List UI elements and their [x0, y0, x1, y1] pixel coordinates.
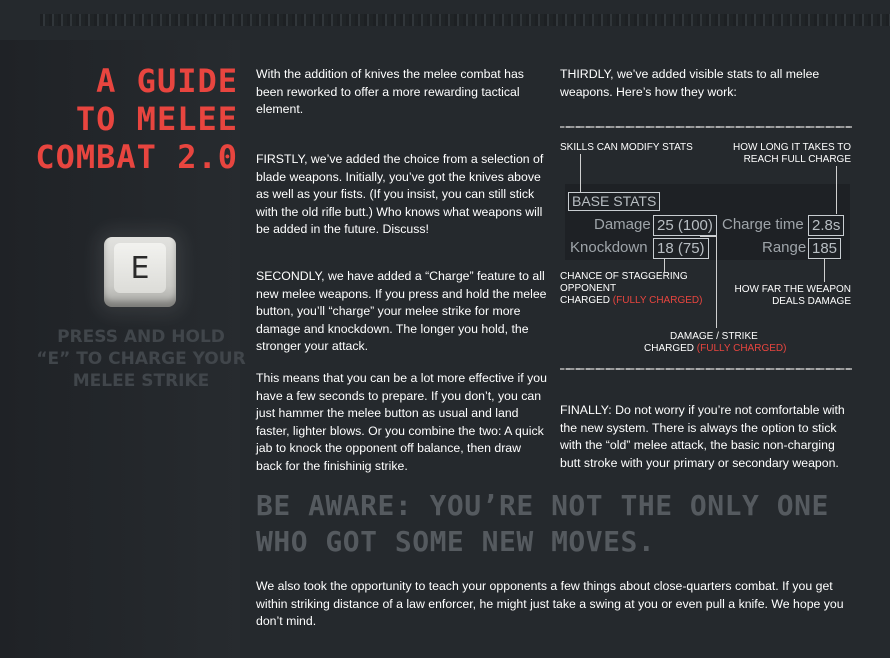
e-key-label: E: [114, 243, 166, 293]
e-key-icon: [104, 237, 176, 307]
footer-paragraph: We also took the opportunity to teach your opponents a few things about close-quarters combat. If you get within striking distance of a law enforcer, he might just take a swing at you or even pull a knife. We hope you don’t mind.: [256, 579, 844, 628]
thirdly-paragraph: THIRDLY, we’ve added visible stats to all melee weapons. Here’s how they work:: [560, 67, 820, 99]
charge-leader-line: [836, 166, 837, 214]
top-grunge-stripe: [40, 14, 890, 26]
charge-time-desc-2: REACH FULL CHARGE: [743, 154, 851, 165]
range-leader-line: [824, 258, 825, 282]
charge-time-label: Charge time: [722, 216, 804, 233]
secondly-paragraph: SECONDLY, we have added a “Charge” feature to all new melee weapons. If you press and hold the melee button, you’ll “charge” your melee strike for more damage and knockdown. The longer you hold, the stronger your attack.: [256, 269, 547, 353]
damage-value: 25 (100): [653, 215, 717, 236]
damage-leader-line: [716, 236, 717, 328]
stagger-charged: CHARGED: [560, 295, 611, 306]
knockdown-label: Knockdown: [570, 239, 648, 256]
intro-paragraph: With the addition of knives the melee combat has been reworked to offer a more rewarding tactical element.: [256, 67, 524, 116]
stagger-desc-1: CHANCE OF STAGGERING: [560, 271, 688, 282]
stagger-desc-2: OPPONENT: [560, 283, 617, 294]
range-value: 185: [808, 238, 841, 259]
skills-leader-line: [580, 154, 581, 192]
firstly-paragraph: FIRSTLY, we’ve added the choice from a selection of blade weapons. Initially, you’ve got the knives above as well as your fists. (If you insist, you can still stick with the old rifle butt.) Who knows what weapons will be added in the future. Discuss!: [256, 152, 544, 236]
stagger-desc-3: [560, 295, 702, 307]
finally-paragraph: FINALLY: Do not worry if you’re not comfortable with the new system. There is always the option to stick with the “old” melee attack, the basic non-charging butt stroke with your primary or secondary weapon.: [560, 403, 845, 470]
skills-label: SKILLS CAN MODIFY STATS: [560, 142, 693, 153]
press-hint: PRESS AND HOLD “E” TO CHARGE YOUR MELEE STRIKE: [36, 327, 246, 391]
damage-desc-2: [644, 343, 786, 355]
charge-time-desc-1: HOW LONG IT TAKES TO: [733, 142, 851, 153]
range-desc-1: HOW FAR THE WEAPON: [734, 284, 851, 295]
knockdown-value: 18 (75): [653, 238, 709, 259]
means-paragraph: This means that you can be a lot more effective if you have a few seconds to prepare. If you don’t, you can just hammer the melee button as usual and land faster, lighter blows. Or you combine the two: A quick jab to knock the opponent off balance, then draw back for the finishinig strike.: [256, 371, 547, 473]
stagger-fully-charged: (FULLY CHARGED): [612, 295, 703, 306]
range-desc-2: DEALS DAMAGE: [772, 296, 851, 307]
divider-top: [560, 126, 852, 128]
range-label: Range: [762, 239, 807, 256]
damage-desc-1: DAMAGE / STRIKE: [670, 331, 758, 342]
charge-time-value: 2.8s: [808, 215, 844, 236]
damage-fully-charged: (FULLY CHARGED): [696, 343, 787, 354]
base-stats-label: BASE STATS: [568, 192, 660, 211]
damage-leader-tick: [700, 236, 717, 237]
knockdown-leader-line: [664, 258, 665, 272]
divider-bottom: [560, 368, 852, 370]
guide-title: A GUIDE TO MELEE COMBAT 2.0: [35, 62, 238, 176]
damage-charged: CHARGED: [644, 343, 695, 354]
be-aware-heading: BE AWARE: YOU’RE NOT THE ONLY ONE WHO GOT SOME NEW MOVES.: [256, 489, 829, 558]
damage-label: Damage: [594, 216, 651, 233]
